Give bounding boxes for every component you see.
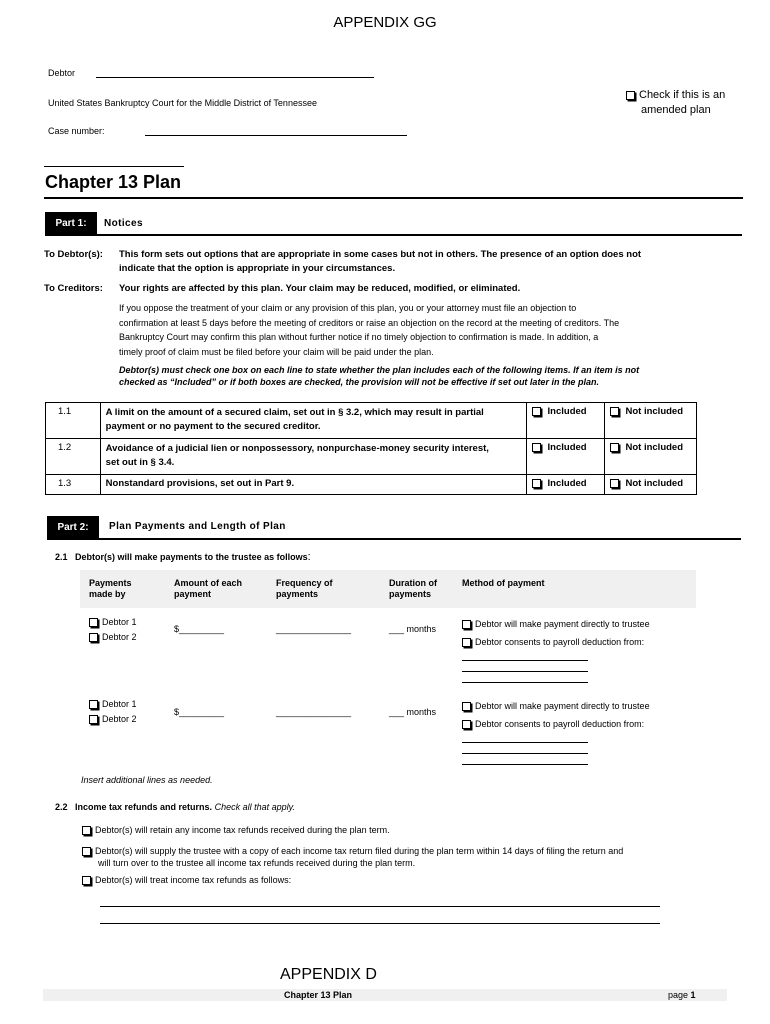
payment-method-options <box>462 697 650 733</box>
tax-option-treat <box>82 875 291 885</box>
not-included-label: Not included <box>625 478 684 489</box>
included-label: Included <box>547 442 587 453</box>
included-label: Included <box>547 478 587 489</box>
item-line-1: Nonstandard provisions, set out in Part 9. <box>105 478 295 489</box>
header-made-by: Payments made by <box>89 578 132 599</box>
header-frequency: Frequency of payments <box>276 578 333 599</box>
debtor2-checkbox[interactable] <box>89 715 98 724</box>
payroll-deduction-checkbox[interactable] <box>462 638 471 647</box>
instruction-line-2: checked as “Included” or if both boxes are checked, the provision will not be effective if set out later in the plan. <box>119 377 599 387</box>
retain-refunds-label: Debtor(s) will retain any income tax refunds received during the plan term. <box>95 825 390 835</box>
tax-option-retain <box>82 825 390 835</box>
section-text: Debtor(s) will make payments to the trustee as follows <box>75 552 308 562</box>
insert-lines-note: Insert additional lines as needed. <box>81 775 213 785</box>
payment-row-2-made-by <box>89 697 137 727</box>
payment-frequency-field[interactable]: _______________ <box>276 624 352 634</box>
payment-header-bg <box>80 570 696 608</box>
page-number: 1 <box>690 990 696 1000</box>
payment-duration-field[interactable]: ___ months <box>389 707 437 717</box>
item-number: 1.3 <box>46 475 101 495</box>
item-description <box>100 403 526 439</box>
debtor2-checkbox[interactable] <box>89 633 98 642</box>
page-label: page <box>668 990 689 1000</box>
debtor-label: Debtor <box>48 68 76 78</box>
creditors-line: Bankruptcy Court may confirm this plan without further notice if no timely objection to confirmation is made. In addition, a <box>119 332 599 342</box>
page-title: Chapter 13 Plan <box>45 172 182 192</box>
table-row <box>46 403 697 439</box>
table-row <box>46 475 697 495</box>
tax-option-supply <box>82 845 722 869</box>
payment-amount-field[interactable]: $_________ <box>174 707 225 717</box>
footer-bar <box>43 989 727 1001</box>
debtor1-checkbox[interactable] <box>89 618 98 627</box>
to-debtors-text <box>119 248 739 276</box>
direct-payment-label: Debtor will make payment directly to trustee <box>475 701 650 711</box>
case-number-row <box>48 126 407 136</box>
plan-items-table <box>45 402 697 495</box>
included-option[interactable] <box>526 439 604 475</box>
item-number: 1.2 <box>46 439 101 475</box>
included-checkbox[interactable] <box>532 443 541 452</box>
appendix-title-top: APPENDIX GG <box>333 14 437 31</box>
not-included-option[interactable] <box>604 475 696 495</box>
creditors-line: If you oppose the treatment of your claim or any provision of this plan, you or your attorney must file an objection to <box>119 303 577 313</box>
footer-page <box>668 990 696 1000</box>
instruction-text <box>119 364 739 388</box>
amended-plan-checkbox[interactable] <box>626 91 635 100</box>
to-debtors-line-1: This form sets out options that are appropriate in some cases but not in others. The presence of an option does not <box>119 249 642 260</box>
supply-returns-line-2: will turn over to the trustee all income tax refunds received during the plan term. <box>98 858 416 868</box>
to-debtors-line-2: indicate that the option is appropriate in your circumstances. <box>119 263 396 274</box>
section-number: 2.1 <box>55 552 68 562</box>
title-bottom-rule <box>44 197 743 199</box>
treat-refunds-checkbox[interactable] <box>82 876 91 885</box>
debtor2-label: Debtor 2 <box>102 632 137 642</box>
part1-label: Part 1: <box>45 212 97 234</box>
to-debtors-block <box>44 248 103 262</box>
not-included-checkbox[interactable] <box>610 479 619 488</box>
header-duration: Duration of payments <box>389 578 437 599</box>
part1-rule <box>45 234 742 236</box>
part2-label: Part 2: <box>47 516 99 538</box>
item-line-1: Avoidance of a judicial lien or nonpossessory, nonpurchase-money security interest, <box>105 443 489 454</box>
treat-refunds-label: Debtor(s) will treat income tax refunds as follows: <box>95 875 292 885</box>
payment-amount-field[interactable]: $_________ <box>174 624 225 634</box>
case-number-field[interactable] <box>145 135 407 136</box>
amended-label-2: amended plan <box>641 104 711 116</box>
not-included-option[interactable] <box>604 439 696 475</box>
creditors-line: confirmation at least 5 days before the meeting of creditors or raise an objection on the record at the meeting of creditors. The <box>119 317 620 328</box>
amended-label-1: Check if this is an <box>639 89 726 101</box>
item-description <box>100 475 526 495</box>
section-number: 2.2 <box>55 802 68 812</box>
part1-title: Notices <box>104 218 143 229</box>
footer-title: Chapter 13 Plan <box>284 990 353 1000</box>
to-creditors-bold: Your rights are affected by this plan. Your claim may be reduced, modified, or eliminated. <box>119 283 521 294</box>
instruction-line-1: Debtor(s) must check one box on each line to state whether the plan includes each of the following items. If an item is not <box>119 365 640 375</box>
supply-returns-line-1: Debtor(s) will supply the trustee with a copy of each income tax return filed during the plan term within 14 days of filing the return and <box>95 846 624 856</box>
payment-frequency-field[interactable]: _______________ <box>276 707 352 717</box>
payroll-deduction-checkbox[interactable] <box>462 720 471 729</box>
payroll-deduction-label: Debtor consents to payroll deduction from: <box>475 719 645 729</box>
creditors-paragraph <box>119 301 739 359</box>
debtor-name-field[interactable] <box>96 77 374 78</box>
debtor-row <box>48 68 374 78</box>
to-creditors-label: To Creditors: <box>44 283 103 294</box>
supply-returns-checkbox[interactable] <box>82 847 91 856</box>
table-row <box>46 439 697 475</box>
included-option[interactable] <box>526 475 604 495</box>
not-included-checkbox[interactable] <box>610 443 619 452</box>
included-checkbox[interactable] <box>532 407 541 416</box>
amended-plan-check <box>626 88 725 118</box>
retain-refunds-checkbox[interactable] <box>82 826 91 835</box>
part2-title: Plan Payments and Length of Plan <box>109 521 286 532</box>
header-method: Method of payment <box>462 578 545 588</box>
debtor2-label: Debtor 2 <box>102 714 137 724</box>
section-2-1-heading <box>55 551 311 563</box>
debtor1-label: Debtor 1 <box>102 617 137 627</box>
payment-row-1-made-by <box>89 615 137 645</box>
appendix-title-bottom: APPENDIX D <box>280 966 377 983</box>
debtor1-checkbox[interactable] <box>89 700 98 709</box>
creditors-line: timely proof of claim must be filed before your claim will be paid under the plan. <box>119 346 434 357</box>
not-included-checkbox[interactable] <box>610 407 619 416</box>
section-colon: : <box>307 551 311 563</box>
treat-refunds-lines[interactable] <box>100 896 660 924</box>
to-debtors-label: To Debtor(s): <box>44 249 103 260</box>
debtor1-label: Debtor 1 <box>102 699 137 709</box>
not-included-option[interactable] <box>604 403 696 439</box>
item-description <box>100 439 526 475</box>
direct-payment-checkbox[interactable] <box>462 620 471 629</box>
item-line-2: payment or no payment to the secured creditor. <box>105 421 321 432</box>
item-number: 1.1 <box>46 403 101 439</box>
direct-payment-label: Debtor will make payment directly to trustee <box>475 619 650 629</box>
employer-lines[interactable] <box>462 732 588 765</box>
item-line-1: A limit on the amount of a secured claim, set out in § 3.2, which may result in partial <box>105 407 484 418</box>
header-amount: Amount of each payment <box>174 578 243 599</box>
item-line-2: set out in § 3.4. <box>105 457 175 468</box>
not-included-label: Not included <box>625 442 684 453</box>
case-number-label: Case number: <box>48 126 105 136</box>
court-name: United States Bankruptcy Court for the Middle District of Tennessee <box>48 98 317 108</box>
direct-payment-checkbox[interactable] <box>462 702 471 711</box>
section-bold-text: Income tax refunds and returns. <box>75 802 213 812</box>
payroll-deduction-label: Debtor consents to payroll deduction from: <box>475 637 645 647</box>
section-2-2-heading <box>55 802 295 812</box>
employer-lines[interactable] <box>462 650 588 683</box>
included-option[interactable] <box>526 403 604 439</box>
title-top-rule <box>44 166 184 167</box>
section-italic-text: Check all that apply. <box>214 802 295 812</box>
included-checkbox[interactable] <box>532 479 541 488</box>
included-label: Included <box>547 406 587 417</box>
payment-duration-field[interactable]: ___ months <box>389 624 437 634</box>
payment-method-options <box>462 615 650 651</box>
not-included-label: Not included <box>625 406 684 417</box>
part2-rule <box>47 538 741 540</box>
